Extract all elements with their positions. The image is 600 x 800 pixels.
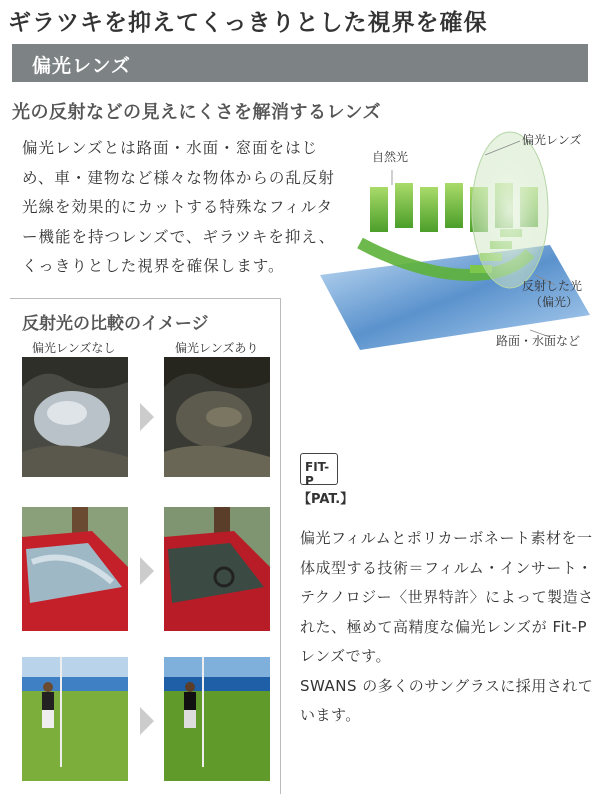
photo-water-with (164, 357, 270, 477)
patent-label: 【PAT.】 (298, 492, 354, 507)
photo-car-with (164, 507, 270, 631)
label-polarized-lens: 偏光レンズ (522, 133, 582, 147)
arrow-icon (140, 557, 154, 585)
label-natural-light: 自然光 (372, 150, 409, 164)
arrow-icon (140, 707, 154, 735)
comparison-panel (10, 298, 281, 794)
fitp-logo-text: FIT-P (305, 460, 330, 488)
polarization-illustration (300, 125, 600, 365)
photo-golf-without (22, 657, 128, 781)
fitp-description (300, 524, 595, 731)
column-with-polarized: 偏光レンズあり (175, 341, 259, 355)
section-body-text: 偏光レンズとは路面・水面・窓面をはじめ、車・建物など様々な物体からの乱反射光線を効果的にカットする特殊なフィルター機能を持つレンズで、ギラツキを抑え、くっきりとした視界を確保します。 (22, 139, 336, 275)
label-reflected-polarized: （偏光） (530, 295, 579, 309)
fitp-logo (300, 453, 338, 488)
photo-water-without (22, 357, 128, 477)
polarized-lens-shape (472, 132, 548, 288)
section-banner (12, 44, 588, 82)
photo-golf-with (164, 657, 270, 781)
banner-label: 偏光レンズ (32, 55, 131, 77)
fitp-paragraph-2: SWANS の多くのサングラスに採用されています。 (300, 676, 594, 724)
page-title: ギラツキを抑えてくっきりとした視界を確保 (8, 10, 488, 36)
polarization-diagram (300, 125, 600, 365)
label-road-water-surface: 路面・水面など (496, 334, 581, 348)
column-without-polarized: 偏光レンズなし (32, 341, 116, 355)
arrow-icon (140, 403, 154, 431)
photo-car-without (22, 507, 128, 631)
comparison-title: 反射光の比較のイメージ (22, 314, 209, 334)
section-heading: 光の反射などの見えにくさを解消するレンズ (12, 102, 382, 123)
fitp-paragraph-1: 偏光フィルムとポリカーボネート素材を一体成型する技術＝フィルム・インサート・テクノロジー〈世界特許〉によって製造された、極めて高精度な偏光レンズが Fit-P レンズです。 (300, 529, 594, 665)
label-reflected-light: 反射した光 (522, 279, 583, 293)
